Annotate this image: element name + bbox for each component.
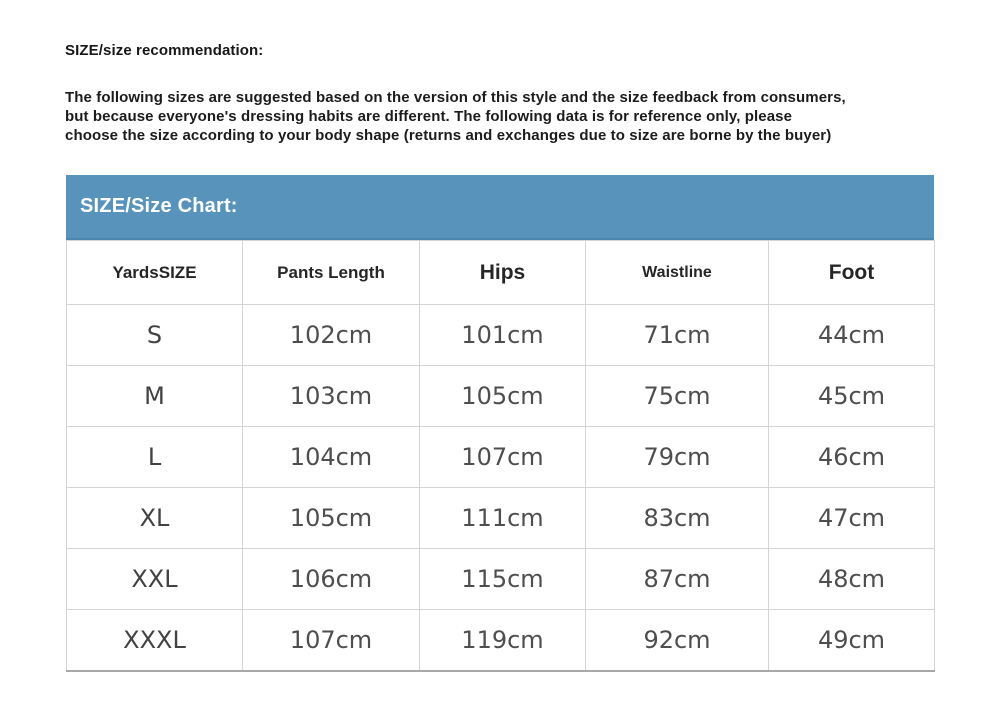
cell-pants-length: 107cm xyxy=(243,610,420,671)
paragraph-line-1: The following sizes are suggested based on the version of this style and the size feedback from consumers, xyxy=(65,89,846,106)
size-recommendation-paragraph xyxy=(65,88,846,145)
cell-waistline: 75cm xyxy=(586,366,769,427)
cell-size: XL xyxy=(67,488,243,549)
cell-pants-length: 103cm xyxy=(243,366,420,427)
cell-foot: 44cm xyxy=(769,305,935,366)
size-chart xyxy=(66,175,934,672)
table-row-xl xyxy=(67,488,935,549)
cell-size: XXL xyxy=(67,549,243,610)
table-row-xxl xyxy=(67,549,935,610)
cell-hips: 119cm xyxy=(420,610,586,671)
cell-foot: 47cm xyxy=(769,488,935,549)
cell-waistline: 79cm xyxy=(586,427,769,488)
cell-pants-length: 102cm xyxy=(243,305,420,366)
page-title: SIZE/size recommendation: xyxy=(65,42,264,59)
cell-hips: 111cm xyxy=(420,488,586,549)
cell-size: L xyxy=(67,427,243,488)
cell-hips: 101cm xyxy=(420,305,586,366)
cell-foot: 48cm xyxy=(769,549,935,610)
cell-foot: 49cm xyxy=(769,610,935,671)
table-row-xxxl xyxy=(67,610,935,671)
size-chart-table xyxy=(66,240,935,672)
column-header-foot: Foot xyxy=(769,241,935,305)
cell-waistline: 87cm xyxy=(586,549,769,610)
cell-size: XXXL xyxy=(67,610,243,671)
column-header-yardssize: YardsSIZE xyxy=(67,241,243,305)
cell-size: M xyxy=(67,366,243,427)
paragraph-line-2: but because everyone's dressing habits are different. The following data is for reference only, please xyxy=(65,108,793,125)
cell-waistline: 92cm xyxy=(586,610,769,671)
table-header-row xyxy=(67,241,935,305)
column-header-hips: Hips xyxy=(420,241,586,305)
cell-pants-length: 104cm xyxy=(243,427,420,488)
cell-size: S xyxy=(67,305,243,366)
cell-foot: 45cm xyxy=(769,366,935,427)
size-chart-title: SIZE/Size Chart: xyxy=(80,195,238,217)
cell-pants-length: 106cm xyxy=(243,549,420,610)
cell-hips: 115cm xyxy=(420,549,586,610)
size-chart-title-bar xyxy=(66,175,934,240)
paragraph-line-3: choose the size according to your body shape (returns and exchanges due to size are borne by the buyer) xyxy=(65,127,832,144)
cell-pants-length: 105cm xyxy=(243,488,420,549)
column-header-waistline: Waistline xyxy=(586,241,769,305)
table-row-l xyxy=(67,427,935,488)
column-header-pants-length: Pants Length xyxy=(243,241,420,305)
cell-hips: 107cm xyxy=(420,427,586,488)
table-row-s xyxy=(67,305,935,366)
cell-waistline: 71cm xyxy=(586,305,769,366)
cell-foot: 46cm xyxy=(769,427,935,488)
cell-hips: 105cm xyxy=(420,366,586,427)
table-row-m xyxy=(67,366,935,427)
cell-waistline: 83cm xyxy=(586,488,769,549)
